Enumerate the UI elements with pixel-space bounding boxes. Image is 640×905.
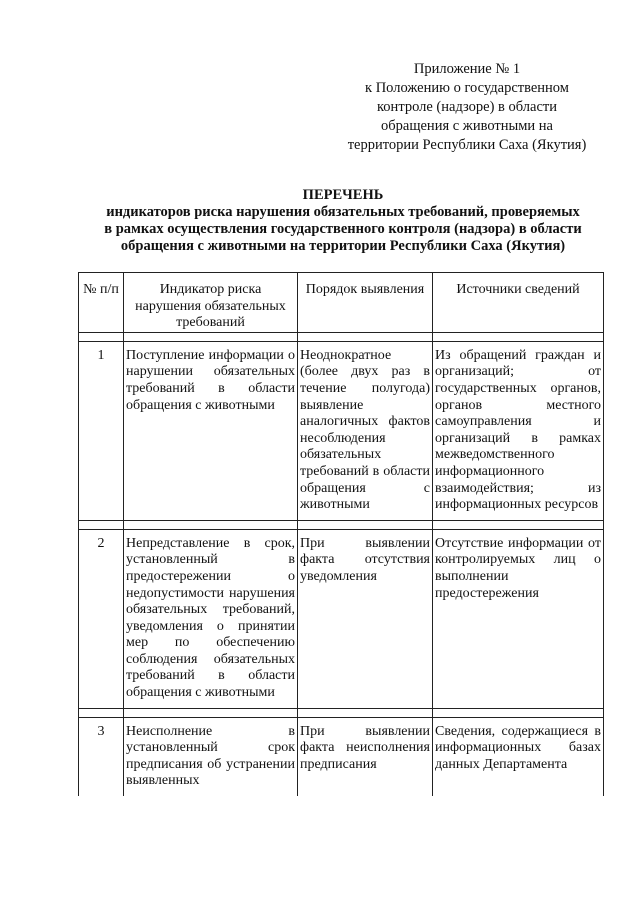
appendix-block [338, 60, 596, 155]
indicators-table [78, 272, 604, 796]
row-indicator: Неисполнение в установленный срок предписания об устранении выявленных [124, 717, 298, 796]
header-number: № п/п [79, 273, 124, 333]
table-row [79, 529, 604, 708]
table-row [79, 717, 604, 796]
row-source: Сведения, содержащиеся в информационных базах данных Департамента [433, 717, 604, 796]
row-order: При выявлении факта неисполнения предписания [298, 717, 433, 796]
row-indicator: Поступление информации о нарушении обязательных требований в области обращения с животными [124, 341, 298, 520]
document-subtitle-line: в рамках осуществления государственного контроля (надзора) в области [104, 221, 582, 237]
row-indicator: Непредставление в срок, установленный в предостережении о недопустимости нарушения обязательных требований, уведомления о принятии мер по обеспечению соблюдения обязательных требований в области обращения с животными [124, 529, 298, 708]
row-number: 1 [79, 341, 124, 520]
table-header-row [79, 273, 604, 333]
table-row [79, 341, 604, 520]
document-heading [70, 187, 616, 255]
header-source: Источники сведений [433, 273, 604, 333]
row-number: 2 [79, 529, 124, 708]
appendix-line: контроле (надзоре) в области [377, 99, 557, 115]
row-source: Из обращений граждан и организаций; от государственных органов, органов местного самоуправления и организаций в рамках межведомственного информационного взаимодействия; из информационных ресурсов [433, 341, 604, 520]
table-gap [79, 708, 604, 717]
row-order: При выявлении факта отсутствия уведомления [298, 529, 433, 708]
appendix-line: территории Республики Саха (Якутия) [347, 137, 587, 153]
document-subtitle-line: индикаторов риска нарушения обязательных требований, проверяемых [106, 204, 580, 220]
row-source: Отсутствие информации от контролируемых лиц о выполнении предостережения [433, 529, 604, 708]
appendix-line: обращения с животными на [381, 118, 553, 134]
table-gap [79, 520, 604, 529]
row-number: 3 [79, 717, 124, 796]
table-gap [79, 332, 604, 341]
appendix-line: к Положению о государственном [365, 80, 569, 96]
document-title: ПЕРЕЧЕНЬ [302, 187, 384, 203]
row-order: Неоднократное (более двух раз в течение полугода) выявление аналогичных фактов несоблюдения обязательных требований в области обращения с животными [298, 341, 433, 520]
appendix-line: Приложение № 1 [413, 61, 521, 77]
header-indicator: Индикатор риска нарушения обязательных требований [124, 273, 298, 333]
document-subtitle-line: обращения с животными на территории Республики Саха (Якутия) [120, 238, 566, 254]
header-order: Порядок выявления [298, 273, 433, 333]
